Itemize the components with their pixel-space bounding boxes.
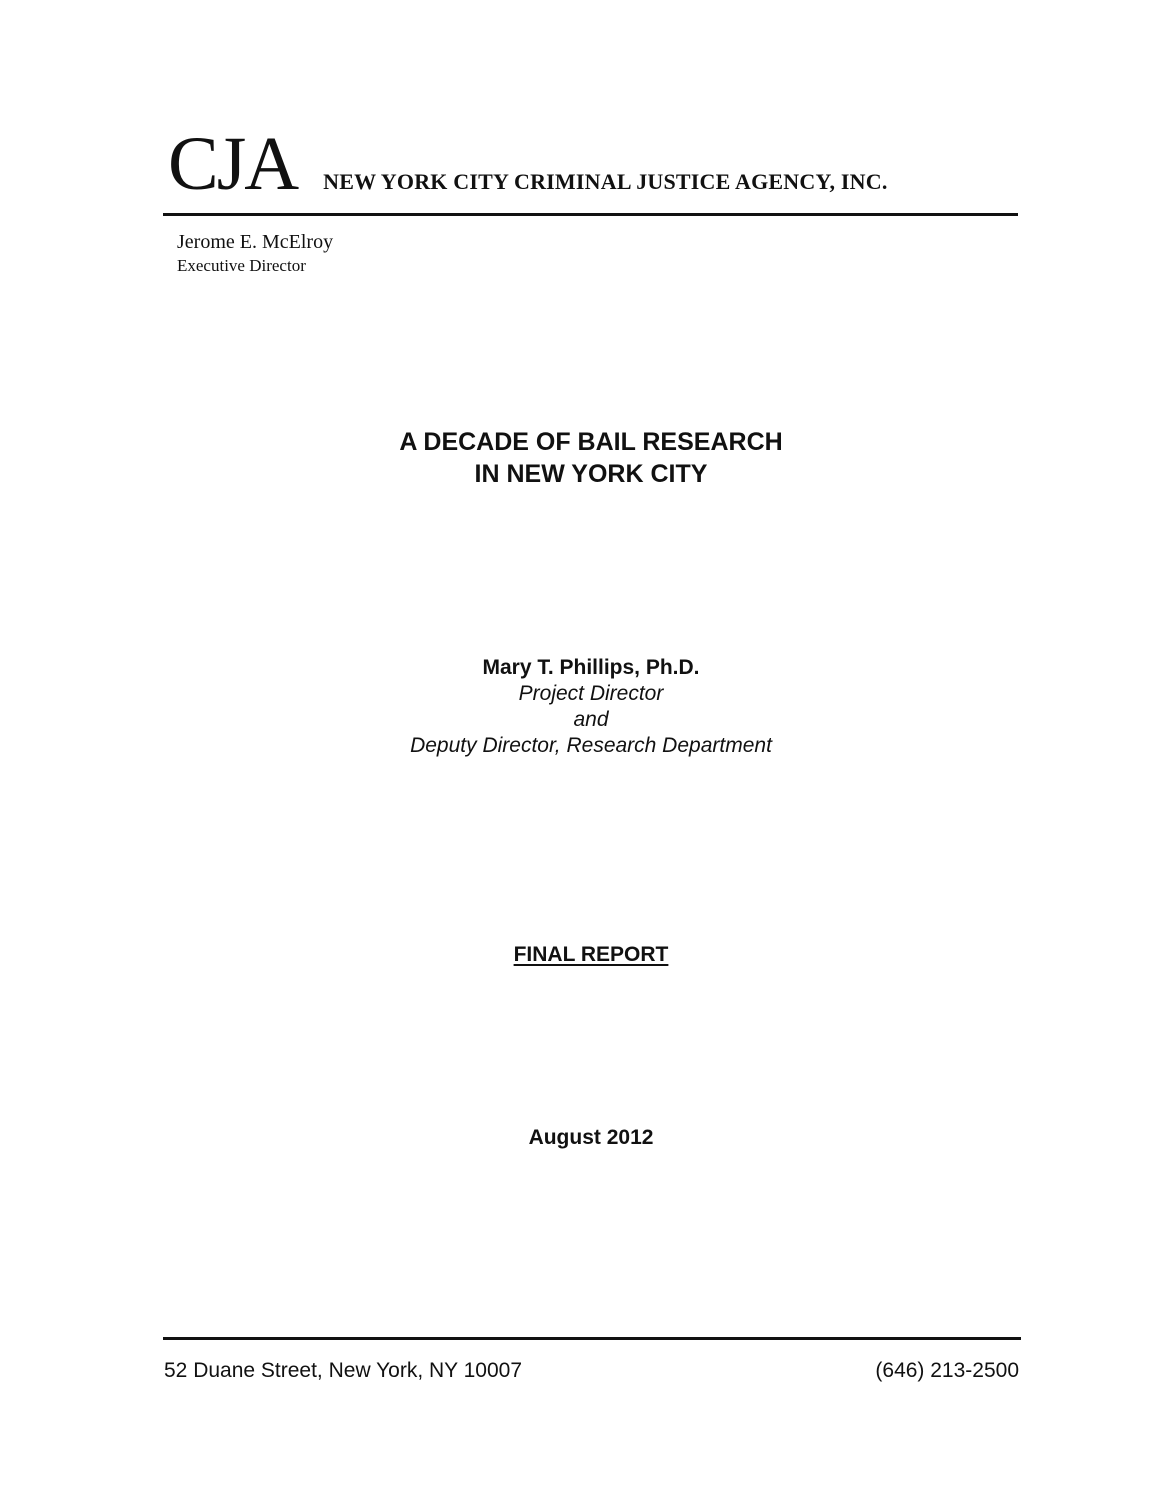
report-title-line-2: IN NEW YORK CITY	[474, 460, 708, 488]
director-title: Executive Director	[177, 256, 306, 275]
report-title-line-1: A DECADE OF BAIL RESEARCH	[399, 428, 783, 456]
final-report-text: FINAL REPORT	[513, 943, 669, 966]
letterhead	[168, 122, 888, 206]
final-report-label	[0, 942, 1156, 968]
author-name: Mary T. Phillips, Ph.D.	[482, 656, 700, 679]
footer-divider	[163, 1337, 1021, 1340]
report-date: August 2012	[528, 1126, 654, 1149]
author-conjunction: and	[573, 708, 609, 731]
director-block	[177, 229, 333, 277]
author-block	[0, 655, 1156, 759]
director-name: Jerome E. McElroy	[177, 231, 334, 253]
report-title	[0, 426, 1156, 490]
header-divider	[163, 213, 1018, 216]
footer-address: 52 Duane Street, New York, NY 10007	[164, 1359, 523, 1382]
agency-name: NEW YORK CITY CRIMINAL JUSTICE AGENCY, INC.	[323, 169, 888, 194]
author-role-2: Deputy Director, Research Department	[410, 734, 772, 757]
cja-logo: CJA	[168, 122, 298, 206]
footer-phone: (646) 213-2500	[875, 1359, 1019, 1382]
author-role-1: Project Director	[518, 682, 664, 705]
